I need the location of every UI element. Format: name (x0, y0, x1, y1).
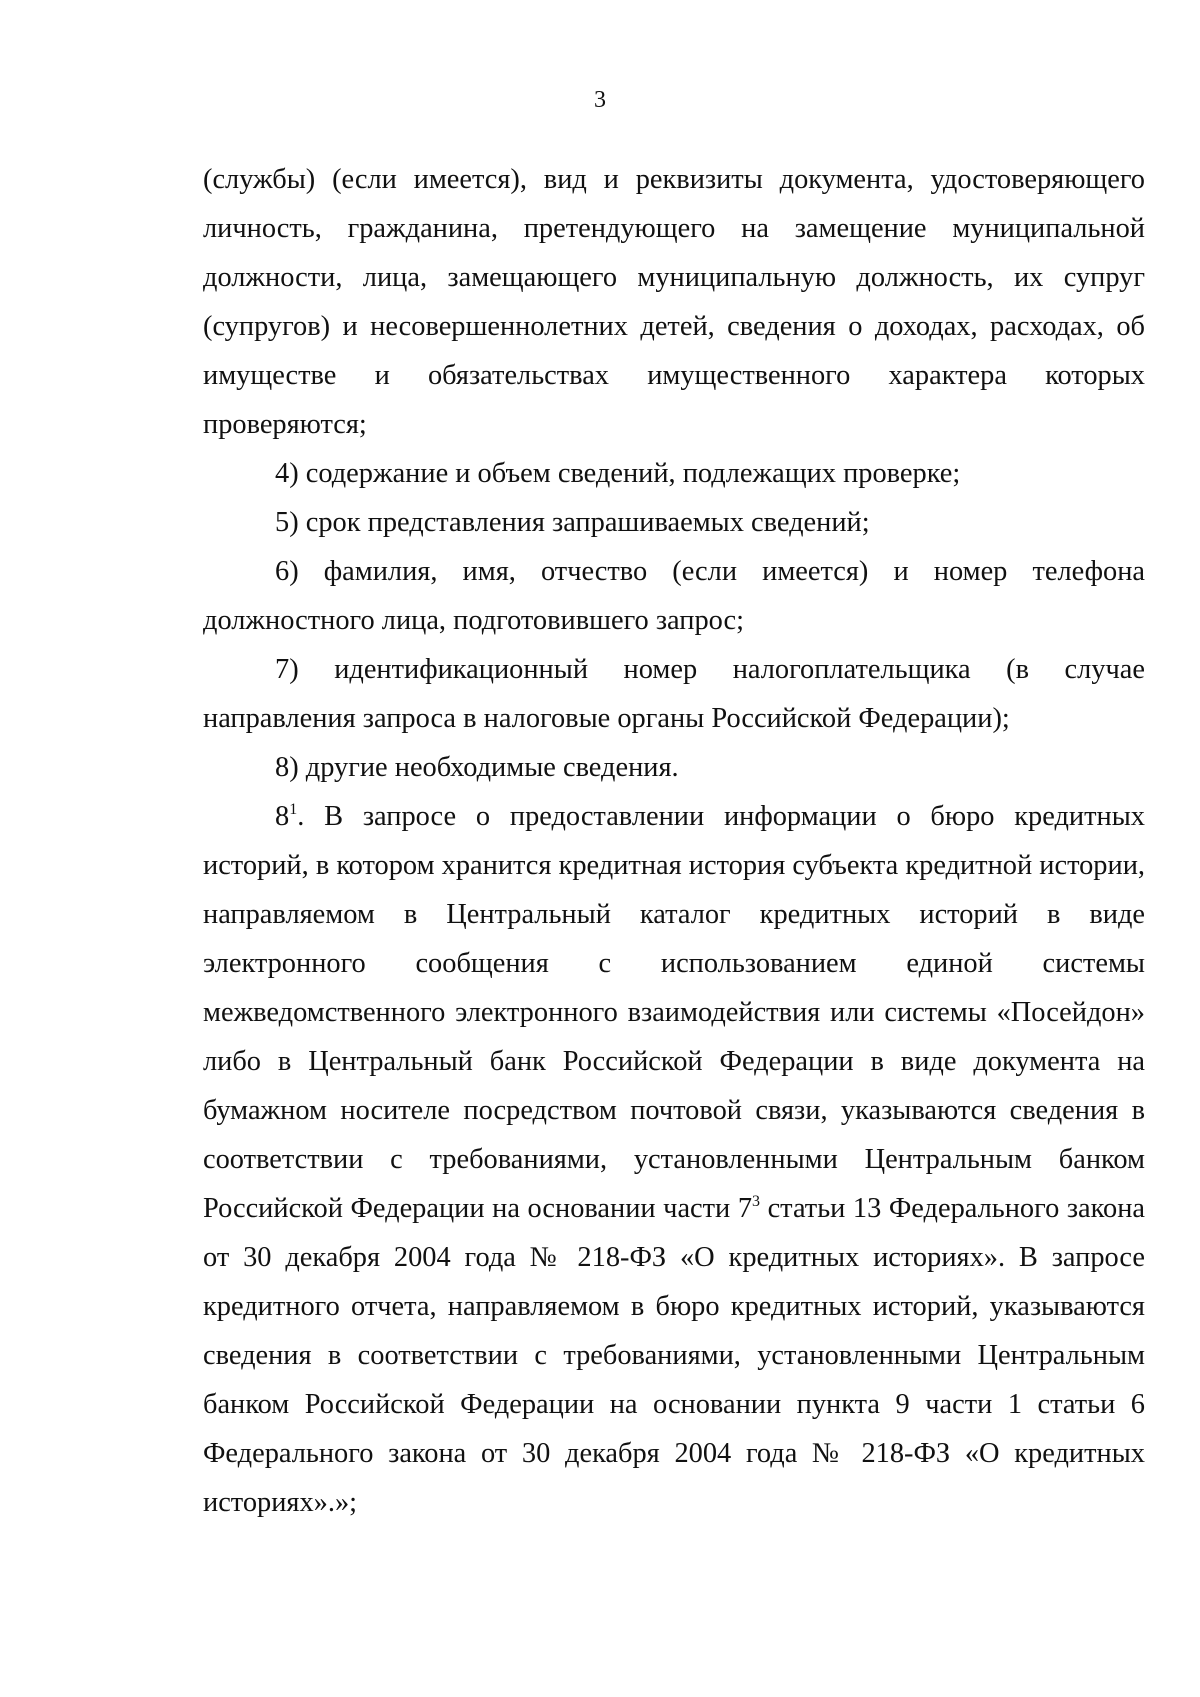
page-number: 3 (594, 87, 606, 113)
document-body (203, 155, 1145, 1527)
list-item-7: 7) идентификационный номер налогоплательщика (в случае направления запроса в налоговые органы Российской Федерации); (203, 654, 1145, 734)
list-item-4: 4) содержание и объем сведений, подлежащих проверке; (275, 458, 961, 489)
part-superscript: 3 (752, 1193, 761, 1210)
clause-number: 8 (275, 801, 290, 832)
list-item-6: 6) фамилия, имя, отчество (если имеется) и номер телефона должностного лица, подготовившего запрос; (203, 556, 1145, 636)
paragraph-continuation: (службы) (если имеется), вид и реквизиты документа, удостоверяющего личность, гражданина, претендующего на замещение муниципальной должности, лица, замещающего муниципальную должность, их супруг (супругов) и несовершеннолетних детей, сведения о доходах, расходах, об имуществе и обязательствах имущественного характера которых проверяются; (203, 164, 1145, 440)
clause-8-1 (203, 792, 1145, 1527)
clause-text-part2: статьи 13 Федерального закона от 30 декабря 2004 года № 218-ФЗ «О кредитных историях». В запросе кредитного отчета, направляемом в бюро кредитных историй, указываются сведения в соответствии с требованиями, установленными Центральным банком Российской Федерации на основании пункта 9 части 1 статьи 6 Федерального закона от 30 декабря 2004 года № 218-ФЗ «О кредитных историях».»; (203, 1193, 1145, 1518)
list-item-5: 5) срок представления запрашиваемых сведений; (275, 507, 870, 538)
clause-superscript: 1 (289, 801, 298, 818)
list-item-8: 8) другие необходимые сведения. (275, 752, 679, 783)
clause-text-part1: . В запросе о предоставлении информации о бюро кредитных историй, в котором хранится кредитная история субъекта кредитной истории, направляемом в Центральный каталог кредитных историй в виде электронного сообщения с использованием единой системы межведомственного электронного взаимодействия или системы «Посейдон» либо в Центральный банк Российской Федерации в виде документа на бумажном носителе посредством почтовой связи, указываются сведения в соответствии с требованиями, установленными Центральным банком Российской Федерации на основании части 7 (203, 801, 1145, 1224)
